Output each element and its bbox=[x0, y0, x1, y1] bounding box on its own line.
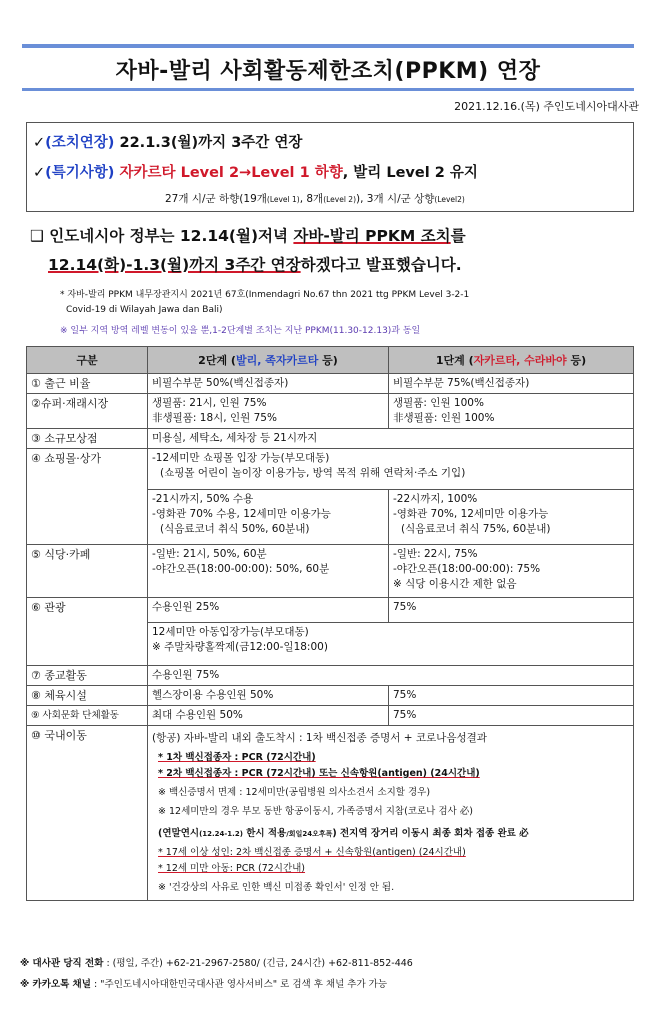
cell-line: 생필품: 21시, 인원 75% bbox=[152, 397, 267, 409]
footer-kakao-label: ※ 카카오톡 채널 bbox=[20, 979, 91, 990]
summary-label-2: (특기사항) bbox=[45, 165, 115, 181]
row-label: ① 출근 비율 bbox=[27, 374, 148, 394]
row-label: ⑩ 국내이동 bbox=[27, 726, 148, 901]
cell: 헬스장이용 수용인원 50% bbox=[148, 686, 389, 706]
cell: 수용인원 25% bbox=[148, 598, 389, 623]
footer-kakao bbox=[20, 976, 387, 990]
para1-a: 인도네시아 정부는 12.14(월)저녁 bbox=[43, 227, 294, 245]
summary-label-1: (조치연장) bbox=[45, 135, 115, 151]
footer-phone-label: ※ 대사관 당직 전화 bbox=[20, 958, 104, 969]
announcement-line-2 bbox=[48, 253, 462, 275]
summary-line-3 bbox=[165, 191, 465, 206]
cell-line: (식음료코너 취식 75%, 60분내) bbox=[401, 523, 551, 535]
h3c: 등) bbox=[566, 353, 587, 367]
table-row bbox=[27, 394, 634, 429]
summary-text-1: 22.1.3(월)까지 3주간 연장 bbox=[114, 135, 303, 151]
cell-line bbox=[158, 826, 629, 842]
para1-c: 를 bbox=[450, 227, 466, 245]
h3b: 자카르타, 수라바야 bbox=[473, 353, 567, 367]
cell bbox=[389, 394, 634, 429]
check-icon: ✓ bbox=[33, 165, 46, 181]
table-row bbox=[27, 706, 634, 726]
table-row bbox=[27, 374, 634, 394]
row-label: ⑦ 종교활동 bbox=[27, 666, 148, 686]
page-title: 자바-발리 사회활동제한조치(PPKM) 연장 bbox=[115, 59, 541, 84]
row-label: ⑤ 식당·카페 bbox=[27, 545, 148, 598]
cell-line: * 2차 백신접종자 : PCR (72시간내) 또는 신속항원(antigen) (24시간내) bbox=[158, 768, 480, 779]
l6c: 한시 적용 bbox=[242, 828, 287, 839]
cell-line: ※ '건강상의 사유로 인한 백신 미접종 확인서' 인정 안 됨. bbox=[158, 882, 395, 893]
para2-a: 12.14(화)-1.3(월)까지 3주간 연장 bbox=[48, 256, 301, 274]
header-level-1 bbox=[389, 347, 634, 374]
h3a: 1단계 ( bbox=[435, 353, 474, 367]
cell-line: -야간오픈(18:00-00:00): 75% bbox=[393, 563, 541, 575]
table-header-row bbox=[27, 347, 634, 374]
summary-3f: (Level2) bbox=[434, 195, 465, 204]
para2-b: 하겠다고 발표했습니다. bbox=[300, 256, 462, 274]
cell-line: 생필품: 인원 100% bbox=[393, 397, 484, 409]
cell-line: (식음료코너 취식 50%, 60분내) bbox=[160, 523, 310, 535]
cell-line: ※ 백신증명서 면제 : 12세미만(공립병원 의사소견서 소지할 경우) bbox=[158, 787, 431, 798]
cell-line: (항공) 자바-발리 내외 출도착시 : 1차 백신접종 증명서 + 코로나음성결과 bbox=[152, 732, 487, 744]
cell-line: * 17세 이상 성인: 2차 백신접종 증명서 + 신속항원(antigen) (24시간내) bbox=[158, 847, 466, 858]
row-label: ④ 쇼핑몰·상가 bbox=[27, 449, 148, 545]
cell: 75% bbox=[389, 686, 634, 706]
cell: 최대 수용인원 50% bbox=[148, 706, 389, 726]
footer-phone bbox=[20, 955, 413, 969]
table-row bbox=[27, 598, 634, 623]
cell bbox=[148, 623, 634, 666]
cell: 75% bbox=[389, 706, 634, 726]
table-row bbox=[27, 726, 634, 901]
measures-table bbox=[26, 346, 634, 901]
cell-line: -21시까지, 50% 수용 bbox=[152, 493, 254, 505]
summary-line-2 bbox=[33, 161, 478, 182]
summary-3d: (Level 2) bbox=[323, 195, 357, 204]
cell: 비필수부문 75%(백신접종자) bbox=[389, 374, 634, 394]
l6e: ) 전지역 장거리 이동시 최종 회차 접종 완료 必 bbox=[332, 828, 529, 839]
cell bbox=[389, 490, 634, 545]
h2c: 등) bbox=[318, 353, 338, 367]
title-top-rule bbox=[22, 44, 634, 48]
cell-line: ※ 식당 이용시간 제한 없음 bbox=[393, 578, 517, 590]
cell-line: -영화관 70%, 12세미만 이용가능 bbox=[393, 508, 549, 520]
cell-line: ※ 12세미만의 경우 부모 동반 항공이동시, 가족증명서 지참(코로나 검사 必) bbox=[158, 806, 473, 817]
title-bottom-rule bbox=[22, 88, 634, 91]
cell-line: * 12세 미만 아동: PCR (72시간내) bbox=[158, 863, 306, 874]
cell: 75% bbox=[389, 598, 634, 623]
cell-line: * 1차 백신접종자 : PCR (72시간내) bbox=[158, 752, 316, 763]
cell-line: -영화관 70% 수용, 12세미만 이용가능 bbox=[152, 508, 331, 520]
legal-note-3: ※ 일부 지역 방역 레벨 변동이 있을 뿐,1-2단계별 조치는 지난 PPKM(11.30-12.13)과 동일 bbox=[60, 326, 421, 336]
legal-note-1: * 자바-발리 PPKM 내무장관지시 2021년 67호(Inmendagri No.67 thn 2021 ttg PPKM Level 3-2-1 bbox=[60, 290, 470, 300]
legal-note-2: Covid-19 di Wilayah Jawa dan Bali) bbox=[66, 305, 223, 315]
summary-3b: (Level 1) bbox=[266, 195, 300, 204]
row-label: ⑧ 체육시설 bbox=[27, 686, 148, 706]
cell bbox=[148, 394, 389, 429]
header-level-2 bbox=[148, 347, 389, 374]
check-icon: ✓ bbox=[33, 135, 46, 151]
cell-line: -12세미만 쇼핑몰 입장 가능(부모대동) bbox=[152, 452, 330, 464]
table-row bbox=[27, 449, 634, 490]
footer-phone-text: : (평일, 주간) +62-21-2967-2580/ (긴급, 24시간) +62-811-852-446 bbox=[106, 958, 413, 969]
table-row bbox=[27, 429, 634, 449]
cell-line: -일반: 22시, 75% bbox=[393, 548, 478, 560]
row-label: ②슈퍼·재래시장 bbox=[27, 394, 148, 429]
summary-3a: 27개 시/군 하향(19개 bbox=[165, 193, 267, 205]
cell: 수용인원 75% bbox=[148, 666, 634, 686]
cell-line: 非생필품: 인원 100% bbox=[393, 412, 495, 424]
summary-text-2: , 발리 Level 2 유지 bbox=[342, 165, 478, 181]
announcement-line-1 bbox=[30, 224, 466, 246]
summary-3c: , 8개 bbox=[299, 193, 324, 205]
row-label: ③ 소규모상점 bbox=[27, 429, 148, 449]
table-row bbox=[27, 545, 634, 598]
para1-b: 자바-발리 PPKM 조치 bbox=[293, 227, 451, 245]
footer-kakao-text: : "주인도네시아대한민국대사관 영사서비스" 로 검색 후 채널 추가 가능 bbox=[93, 979, 388, 990]
summary-box bbox=[26, 122, 634, 212]
cell-line: -일반: 21시, 50%, 60분 bbox=[152, 548, 267, 560]
table-row bbox=[27, 666, 634, 686]
row-label: ⑨ 사회문화 단체활동 bbox=[27, 706, 148, 726]
cell-line: (쇼핑몰 어린이 놀이장 이용가능, 방역 목적 위해 연락처·주소 기입) bbox=[160, 467, 466, 479]
bullet-icon: ❑ bbox=[30, 227, 44, 245]
h2a: 2단계 ( bbox=[198, 353, 236, 367]
cell: 미용실, 세탁소, 세차장 등 21시까지 bbox=[148, 429, 634, 449]
cell bbox=[148, 726, 634, 901]
cell bbox=[148, 490, 389, 545]
cell-line: -야간오픈(18:00-00:00): 50%, 60분 bbox=[152, 563, 330, 575]
cell-line: 非생필품: 18시, 인원 75% bbox=[152, 412, 277, 424]
date-line: 2021.12.16.(목) 주인도네시아대사관 bbox=[454, 100, 639, 113]
header-category: 구분 bbox=[27, 347, 148, 374]
cell-line: 12세미만 아동입장가능(부모대동) bbox=[152, 626, 309, 638]
cell-line: ※ 주말차량홀짝제(금12:00-일18:00) bbox=[152, 641, 328, 653]
cell bbox=[148, 449, 634, 490]
cell: 비필수부문 50%(백신접종자) bbox=[148, 374, 389, 394]
summary-line-1 bbox=[33, 131, 302, 152]
summary-3e: ), 3개 시/군 상향 bbox=[356, 193, 435, 205]
l6d: /회일24오후폭 bbox=[286, 830, 333, 838]
cell-line: -22시까지, 100% bbox=[393, 493, 478, 505]
l6b: (12.24-1.2) bbox=[199, 830, 243, 838]
cell bbox=[148, 545, 389, 598]
table-row bbox=[27, 686, 634, 706]
cell bbox=[389, 545, 634, 598]
row-label: ⑥ 관광 bbox=[27, 598, 148, 666]
summary-red-2: 자카르타 Level 2→Level 1 하향 bbox=[114, 165, 343, 181]
h2b: 발리, 족자카르타 bbox=[235, 353, 319, 367]
l6a: (연말연시 bbox=[158, 828, 200, 839]
